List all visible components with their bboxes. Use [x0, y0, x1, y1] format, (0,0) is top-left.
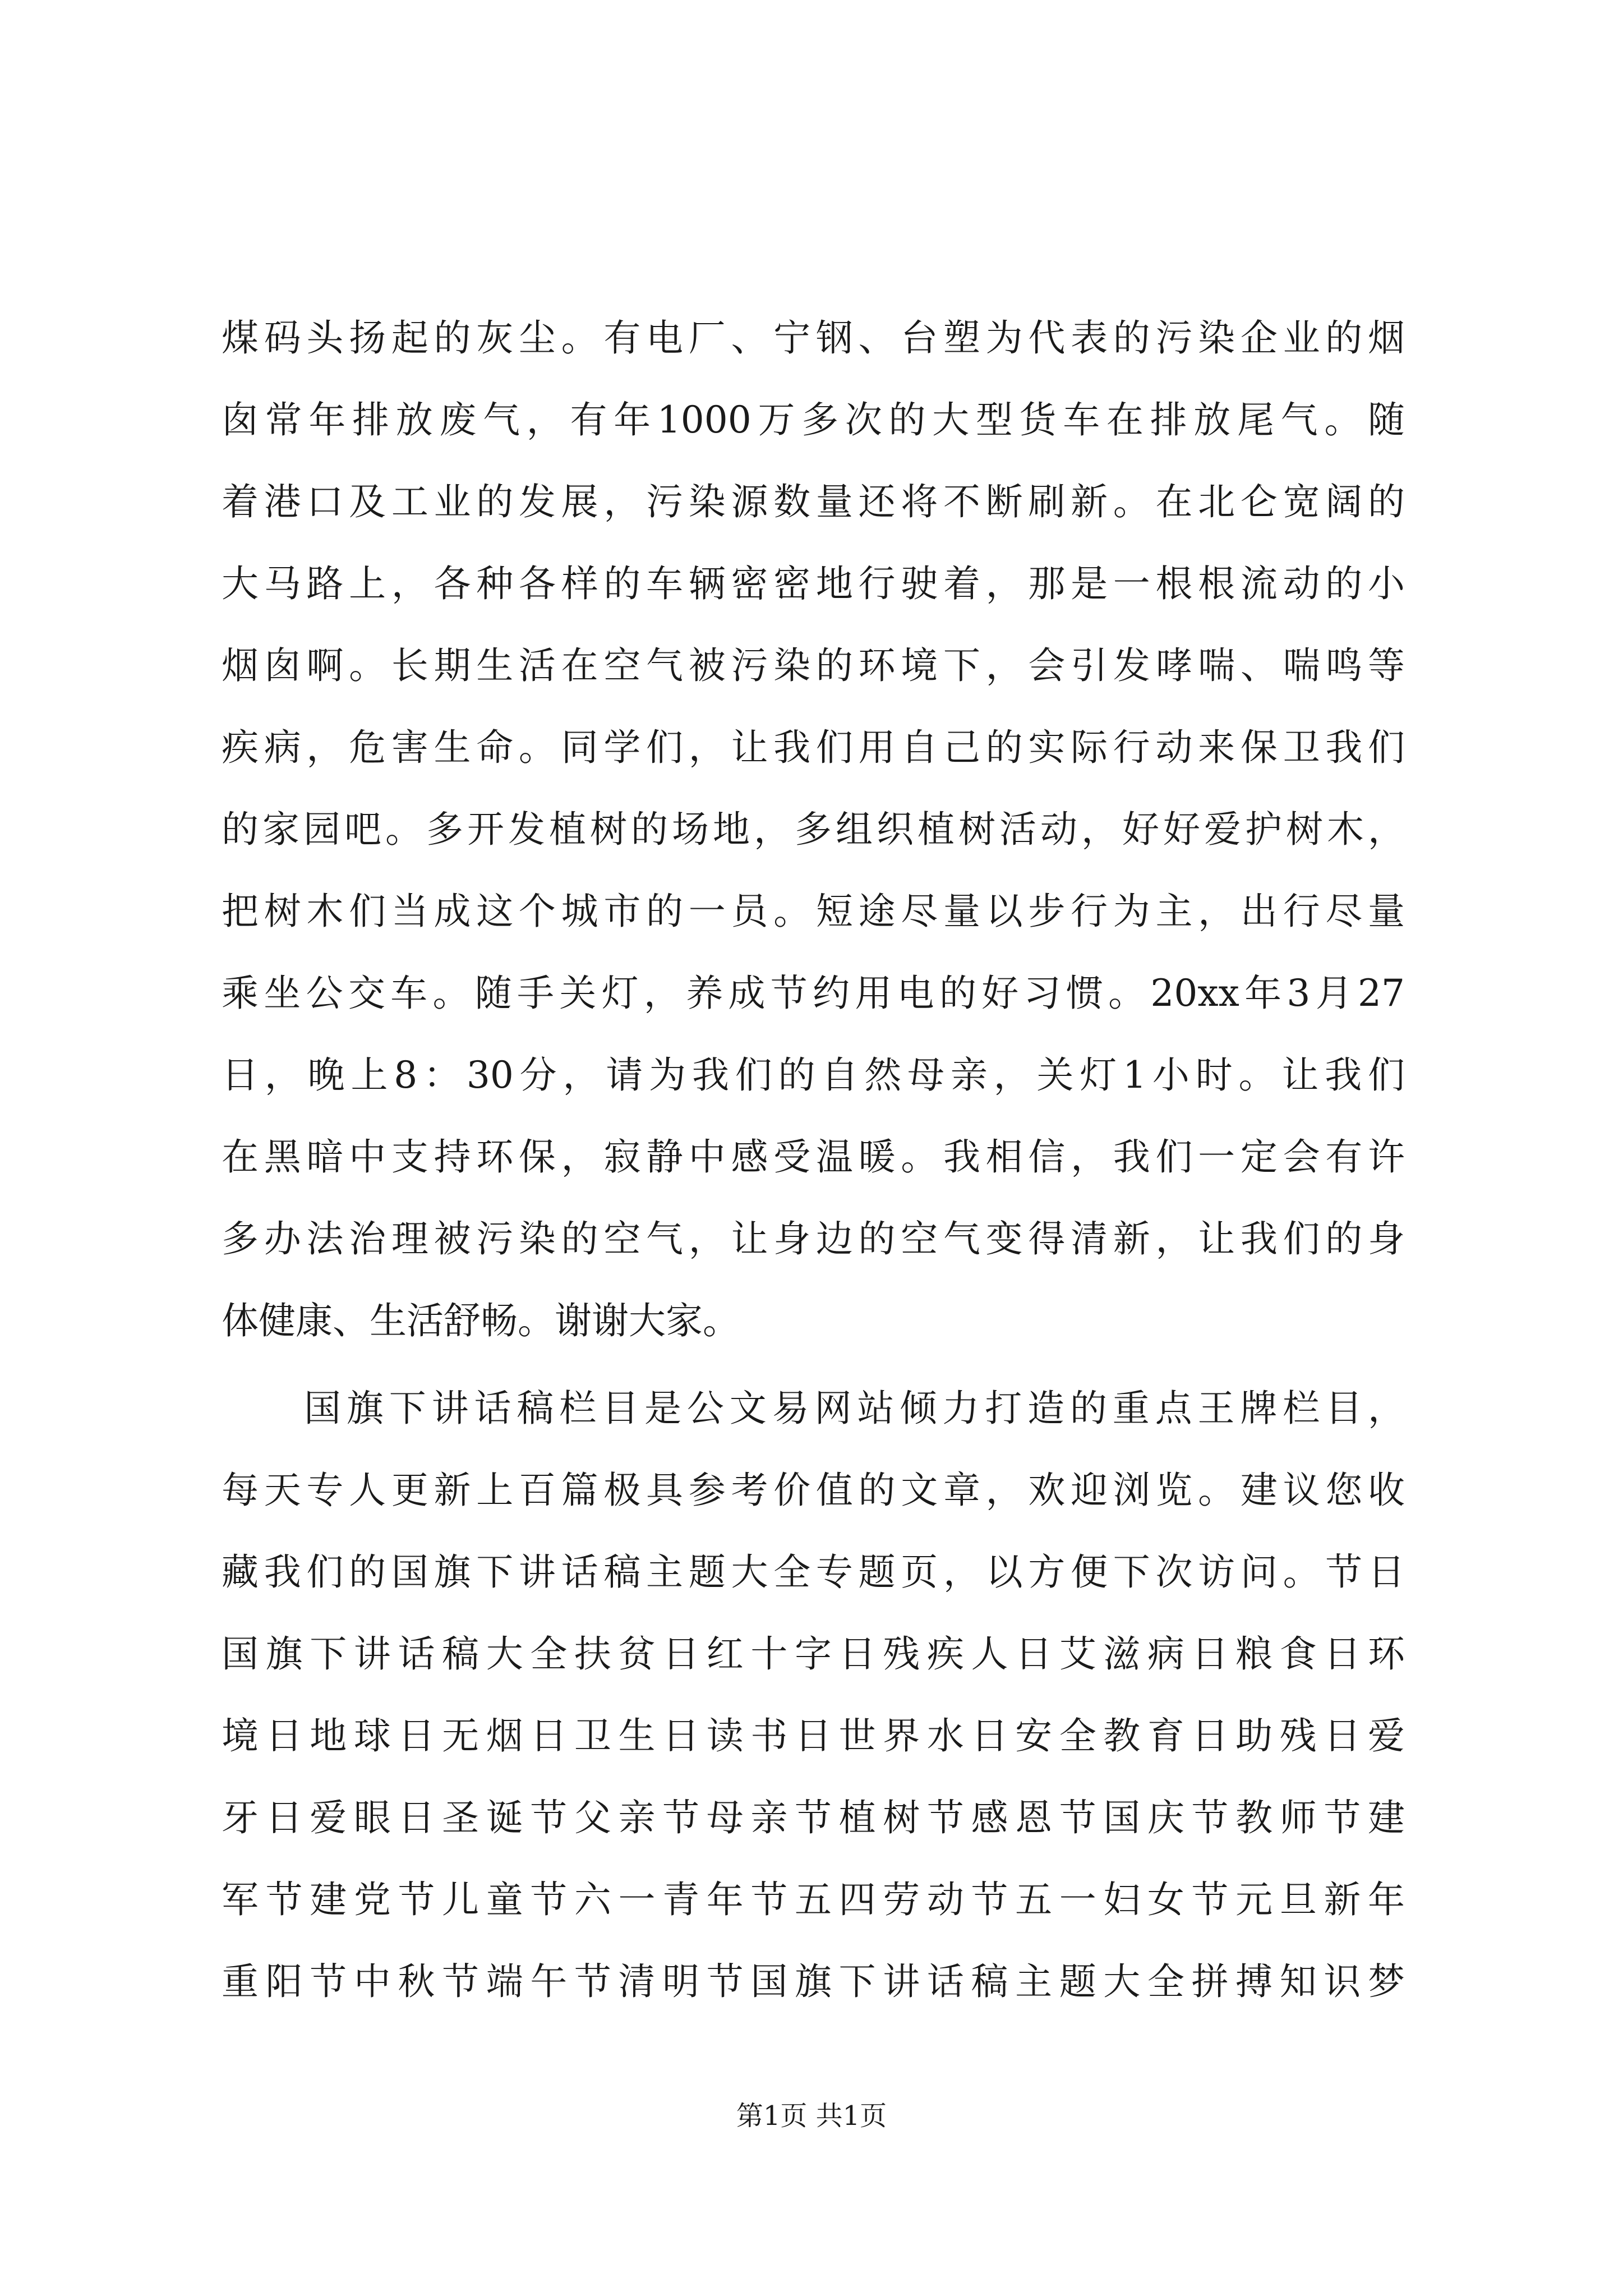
paragraph-spacer [222, 1362, 1405, 1368]
paragraph-2 [222, 1368, 1405, 2023]
text-line: 把树木们当成这个城市的一员。短途尽量以步行为主，出行尽量 [222, 890, 1405, 933]
text-line: 煤码头扬起的灰尘。有电厂、宁钢、台塑为代表的污染企业的烟 [222, 316, 1405, 360]
text-line: 体健康、生活舒畅。谢谢大家。 [222, 1299, 740, 1342]
text-line: 的家园吧。多开发植树的场地，多组织植树活动，好好爱护树木， [222, 808, 1405, 851]
text-line: 乘坐公交车。随手关灯，养成节约用电的好习惯。20xx年3月27 [222, 972, 1405, 1015]
text-line: 军节建党节儿童节六一青年节五四劳动节五一妇女节元旦新年 [222, 1878, 1405, 1921]
text-line: 在黑暗中支持环保，寂静中感受温暖。我相信，我们一定会有许 [222, 1135, 1405, 1179]
text-line: 日，晚上8：30分，请为我们的自然母亲，关灯1小时。让我们 [222, 1053, 1405, 1097]
text-line: 囱常年排放废气，有年1000万多次的大型货车在排放尾气。随 [222, 398, 1405, 441]
text-line: 着港口及工业的发展，污染源数量还将不断刷新。在北仑宽阔的 [222, 480, 1405, 523]
document-body [222, 297, 1405, 2023]
text-line: 烟囱啊。长期生活在空气被污染的环境下，会引发哮喘、喘鸣等 [222, 644, 1405, 687]
text-line: 疾病，危害生命。同学们，让我们用自己的实际行动来保卫我们 [222, 726, 1405, 769]
text-line: 多办法治理被污染的空气，让身边的空气变得清新，让我们的身 [222, 1217, 1405, 1260]
text-line: 牙日爱眼日圣诞节父亲节母亲节植树节感恩节国庆节教师节建 [222, 1796, 1405, 1839]
text-line: 重阳节中秋节端午节清明节国旗下讲话稿主题大全拼搏知识梦 [222, 1960, 1405, 2003]
text-line: 大马路上，各种各样的车辆密密地行驶着，那是一根根流动的小 [222, 562, 1405, 605]
text-line: 国旗下讲话稿大全扶贫日红十字日残疾人日艾滋病日粮食日环 [222, 1632, 1405, 1676]
text-line: 境日地球日无烟日卫生日读书日世界水日安全教育日助残日爱 [222, 1714, 1405, 1757]
page-number-footer: 第1页 共1页 [736, 2100, 887, 2132]
text-line: 国旗下讲话稿栏目是公文易网站倾力打造的重点王牌栏目， [304, 1387, 1405, 1430]
text-line: 每天专人更新上百篇极具参考价值的文章，欢迎浏览。建议您收 [222, 1469, 1405, 1512]
paragraph-1 [222, 297, 1405, 1362]
text-line: 藏我们的国旗下讲话稿主题大全专题页，以方便下次访问。节日 [222, 1550, 1405, 1594]
